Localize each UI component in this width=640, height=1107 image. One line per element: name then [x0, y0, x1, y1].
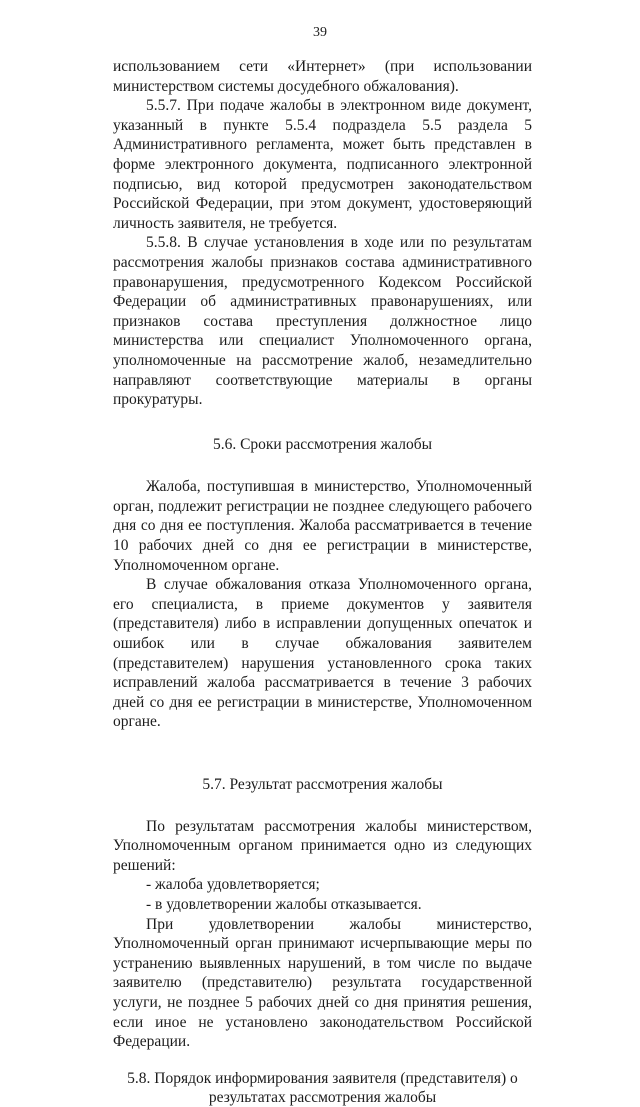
page-number: 39 [313, 25, 327, 40]
section-heading-5-7: 5.7. Результат рассмотрения жалобы [202, 776, 443, 793]
paragraph-5-6-refusal-appeal: В случае обжалования отказа Уполномоченного органа, его специалиста, в приеме документов у заявителя (представителя) либо в исправлении допущенных опечаток и ошибок или в случае обжалования заявителем (представителем) нарушения установленного срока таких исправлений жалоба рассматривается в течение 3 рабочих дней со дня ее регистрации в министерстве, Уполномоченном органе. [113, 576, 532, 731]
paragraph-5-6-registration: Жалоба, поступившая в министерство, Уполномоченный орган, подлежит регистрации не позднее следующего рабочего дня со дня ее поступления. Жалоба рассматривается в течение 10 рабочих дней со дня ее регистрации в министерстве, Уполномоченном органе. [113, 478, 532, 574]
section-heading-5-6: 5.6. Сроки рассмотрения жалобы [212, 435, 433, 453]
paragraph-5-7-decisions: По результатам рассмотрения жалобы министерством, Уполномоченным органом принимается одно из следующих решений: [113, 817, 532, 874]
document-body [113, 57, 532, 1107]
paragraph-5-5-8: 5.5.8. В случае установления в ходе или по результатам рассмотрения жалобы признаков состава административного правонарушения, предусмотренного Кодексом Российской Федерации об административных правонарушениях, или признаков состава преступления должностное лицо министерства или специалист Уполномоченного органа, уполномоченные на рассмотрение жалоб, незамедлительно направляют соответствующие материалы в органы прокуратуры. [113, 234, 532, 409]
paragraph-continuation: использованием сети «Интернет» (при использовании министерством системы досудебного обжалования). [113, 58, 532, 95]
paragraph-5-5-7: 5.5.7. При подаче жалобы в электронном виде документ, указанный в пункте 5.5.4 подраздела 5.5 раздела 5 Административного регламента, может быть представлен в форме электронного документа, подписанного электронной подписью, вид которой предусмотрен законодательством Российской Федерации, при этом документ, удостоверяющий личность заявителя, не требуется. [113, 97, 532, 232]
list-item-satisfied: - жалоба удовлетворяется; [146, 876, 320, 894]
paragraph-5-7-measures: При удовлетворении жалобы министерство, Уполномоченный орган принимают исчерпывающие меры по устранению выявленных нарушений, в том числе по выдаче заявителю (представителю) результата государственной услуги, не позднее 5 рабочих дней со дня принятия решения, если иное не установлено законодательством Российской Федерации. [113, 915, 532, 1051]
section-heading-5-8: 5.8. Порядок информирования заявителя (представителя) о результатах рассмотрения жалобы [127, 1069, 518, 1106]
list-item-refused: - в удовлетворении жалобы отказывается. [146, 895, 422, 913]
